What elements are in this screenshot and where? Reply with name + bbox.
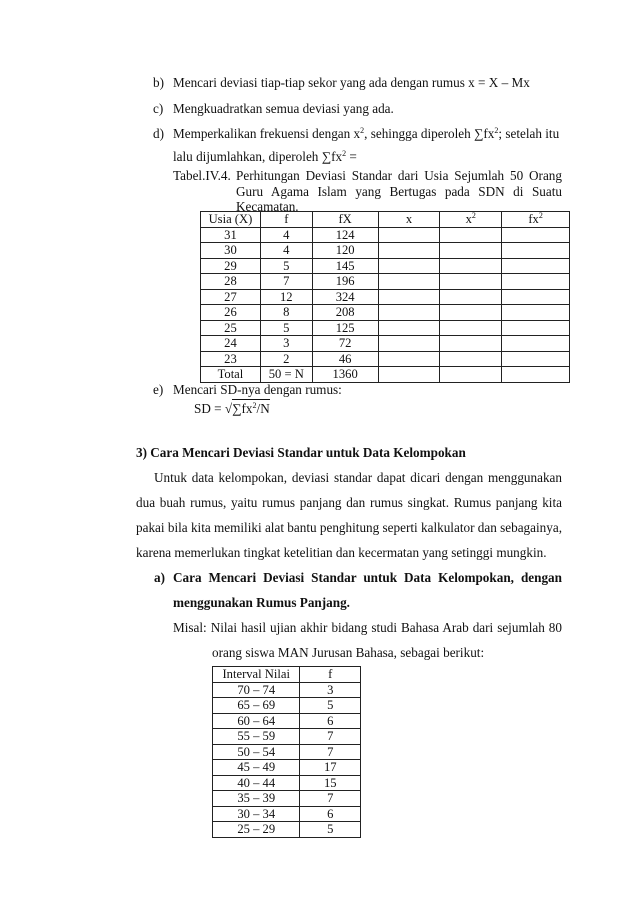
table-cell: 40 – 44 <box>213 775 300 791</box>
table-cell: 35 – 39 <box>213 791 300 807</box>
table-cell: 120 <box>312 243 378 259</box>
table-cell: 3 <box>300 682 361 698</box>
table-cell <box>378 258 440 274</box>
table-row <box>213 698 361 714</box>
table-row <box>201 289 570 305</box>
table-cell <box>378 367 440 383</box>
table-cell <box>502 367 570 383</box>
table-row <box>213 806 361 822</box>
paragraph-line: karena memerlukan tingkat ketelitian dan kecermatan yang setinggi mungkin. <box>136 545 547 560</box>
column-header: Interval Nilai <box>213 667 300 683</box>
table-cell <box>440 351 502 367</box>
table-row <box>201 320 570 336</box>
table-cell: 5 <box>260 320 312 336</box>
table-cell: 196 <box>312 274 378 290</box>
table-cell: 12 <box>260 289 312 305</box>
table-cell: 324 <box>312 289 378 305</box>
table-cell: 26 <box>201 305 261 321</box>
column-header: x <box>378 212 440 228</box>
table-cell: 30 <box>201 243 261 259</box>
table-header-row <box>213 667 361 683</box>
table-header-row <box>201 212 570 228</box>
sd-formula: SD = $√\sum fx^2/N$ <box>194 401 270 416</box>
table-cell: 29 <box>201 258 261 274</box>
item-c-text: Mengkuadratkan semua deviasi yang ada. <box>173 101 394 116</box>
table-cell: 30 – 34 <box>213 806 300 822</box>
table-cell <box>502 320 570 336</box>
table-row <box>213 729 361 745</box>
item-c-marker: c) <box>153 101 164 116</box>
table-row <box>213 744 361 760</box>
table-row <box>201 305 570 321</box>
table-cell <box>378 305 440 321</box>
example-line2: orang siswa MAN Jurusan Bahasa, sebagai berikut: <box>212 645 485 660</box>
table-cell: 46 <box>312 351 378 367</box>
table-cell: 7 <box>300 791 361 807</box>
table-cell: 4 <box>260 227 312 243</box>
table-cell <box>502 227 570 243</box>
table-cell <box>378 243 440 259</box>
table-row <box>201 351 570 367</box>
table-cell: 6 <box>300 713 361 729</box>
table-row <box>213 713 361 729</box>
subsection-a-marker: a) <box>154 570 165 585</box>
table-row <box>201 336 570 352</box>
table-cell <box>378 320 440 336</box>
table-row <box>201 258 570 274</box>
table-cell: 145 <box>312 258 378 274</box>
table-cell <box>378 351 440 367</box>
column-header: fX <box>312 212 378 228</box>
table-cell: 55 – 59 <box>213 729 300 745</box>
table-cell: 70 – 74 <box>213 682 300 698</box>
table-cell: 45 – 49 <box>213 760 300 776</box>
table-cell <box>440 258 502 274</box>
table-cell <box>440 274 502 290</box>
table-cell: 50 – 54 <box>213 744 300 760</box>
table-cell: 65 – 69 <box>213 698 300 714</box>
table-row <box>201 227 570 243</box>
table-cell <box>440 243 502 259</box>
table-row <box>213 760 361 776</box>
item-d-line1-part-a: Memperkalikan frekuensi dengan $x^2$, sehingga diperoleh $\sum fx^2$; setelah itu <box>173 126 560 141</box>
table-cell: Total <box>201 367 261 383</box>
table-cell: 72 <box>312 336 378 352</box>
table-cell: 25 – 29 <box>213 822 300 838</box>
table-cell: 7 <box>260 274 312 290</box>
table-cell <box>502 336 570 352</box>
table-row <box>201 243 570 259</box>
item-d-line1 <box>173 126 562 142</box>
table-cell <box>440 305 502 321</box>
table-cell: 27 <box>201 289 261 305</box>
table-cell: 15 <box>300 775 361 791</box>
subsection-a-title-line2: menggunakan Rumus Panjang. <box>173 595 350 610</box>
table-cell: 25 <box>201 320 261 336</box>
table-cell <box>440 227 502 243</box>
table-cell: 2 <box>260 351 312 367</box>
table-cell <box>378 227 440 243</box>
item-b-marker: b) <box>153 75 164 90</box>
table-cell: 208 <box>312 305 378 321</box>
table-cell: 5 <box>260 258 312 274</box>
table-cell: 17 <box>300 760 361 776</box>
table1-caption-line3: Kecamatan. <box>236 199 299 214</box>
column-header: Usia (X) <box>201 212 261 228</box>
table-row <box>201 274 570 290</box>
table-cell <box>502 258 570 274</box>
table-cell: 7 <box>300 729 361 745</box>
table-cell <box>378 336 440 352</box>
table-cell: 4 <box>260 243 312 259</box>
column-header: f <box>260 212 312 228</box>
table-cell <box>440 289 502 305</box>
column-header: $x^2$ <box>440 212 502 228</box>
table-cell: 8 <box>260 305 312 321</box>
table-cell: 5 <box>300 698 361 714</box>
table1-caption-line1: Perhitungan Deviasi Standar dari Usia Sejumlah 50 Orang <box>236 168 562 183</box>
example-line1: Misal: Nilai hasil ujian akhir bidang studi Bahasa Arab dari sejumlah 80 <box>173 620 562 635</box>
table-cell: 1360 <box>312 367 378 383</box>
table-cell <box>502 289 570 305</box>
table-cell: 28 <box>201 274 261 290</box>
table-cell: 125 <box>312 320 378 336</box>
table-cell: 50 = N <box>260 367 312 383</box>
table1-caption-label: Tabel.IV.4. <box>173 168 231 183</box>
table-cell: 31 <box>201 227 261 243</box>
table-cell: 3 <box>260 336 312 352</box>
interval-table <box>212 666 361 838</box>
table-cell <box>440 367 502 383</box>
table-cell: 24 <box>201 336 261 352</box>
deviation-table <box>200 211 570 383</box>
item-d-line2: lalu dijumlahkan, diperoleh $\sum fx^2$ = <box>173 149 357 164</box>
table-cell <box>502 274 570 290</box>
table-row <box>213 791 361 807</box>
table-cell <box>502 243 570 259</box>
paragraph-line: Untuk data kelompokan, deviasi standar dapat dicari dengan menggunakan <box>154 470 562 485</box>
table-row <box>213 822 361 838</box>
table-cell: 23 <box>201 351 261 367</box>
item-b-text: Mencari deviasi tiap-tiap sekor yang ada dengan rumus x = X – Mx <box>173 75 530 90</box>
table-cell <box>378 289 440 305</box>
table-cell: 7 <box>300 744 361 760</box>
table-row <box>201 367 570 383</box>
table-cell <box>440 336 502 352</box>
column-header: f <box>300 667 361 683</box>
paragraph-line: pakai bila kita memiliki alat bantu penghitung seperti kalkulator dan sebagainya, <box>136 520 562 535</box>
table-cell: 5 <box>300 822 361 838</box>
table-cell: 124 <box>312 227 378 243</box>
table-cell: 6 <box>300 806 361 822</box>
column-header: $fx^2$ <box>502 212 570 228</box>
item-e-marker: e) <box>153 382 164 397</box>
section-heading: 3) Cara Mencari Deviasi Standar untuk Data Kelompokan <box>136 445 466 460</box>
table1-caption-line2: Guru Agama Islam yang Bertugas pada SDN di Suatu <box>236 184 562 199</box>
table-cell <box>440 320 502 336</box>
table-row <box>213 682 361 698</box>
subsection-a-title-line1: Cara Mencari Deviasi Standar untuk Data Kelompokan, dengan <box>173 570 562 585</box>
table-cell <box>502 351 570 367</box>
table-cell: 60 – 64 <box>213 713 300 729</box>
table-cell <box>378 274 440 290</box>
item-e-text: Mencari SD-nya dengan rumus: <box>173 382 342 397</box>
table-cell <box>502 305 570 321</box>
table-row <box>213 775 361 791</box>
paragraph-line: dua buah rumus, yaitu rumus panjang dan rumus singkat. Rumus panjang kita <box>136 495 562 510</box>
item-d-marker: d) <box>153 126 164 141</box>
